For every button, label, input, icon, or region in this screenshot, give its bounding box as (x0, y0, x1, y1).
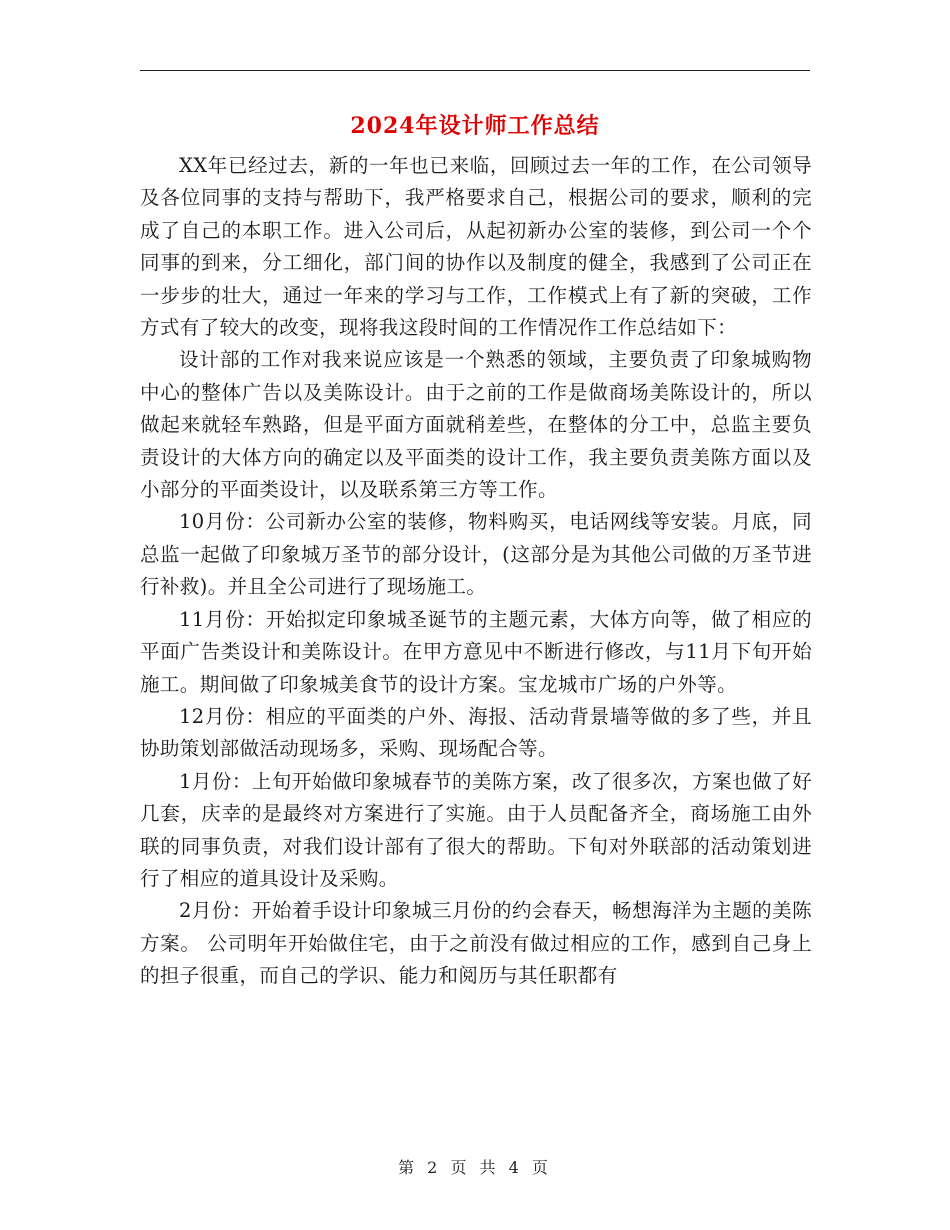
paragraph-december: 12月份：相应的平面类的户外、海报、活动背景墙等做的多了些，并且协助策划部做活动现场多，采购、现场配合等。 (140, 704, 812, 761)
document-body (140, 150, 812, 993)
paragraph-february: 2月份：开始着手设计印象城三月份的约会春天，畅想海洋为主题的美陈方案。 公司明年开始做住宅，由于之前没有做过相应的工作，感到自己身上的担子很重，而自己的学识、能力和阅历与其任职都有 (140, 899, 812, 988)
paragraph-january: 1月份：上旬开始做印象城春节的美陈方案，改了很多次，方案也做了好几套，庆幸的是最终对方案进行了实施。由于人员配备齐全，商场施工由外联的同事负责，对我们设计部有了很大的帮助。下旬对外联部的活动策划进行了相应的道具设计及采购。 (140, 769, 812, 890)
paragraph-intro: XX年已经过去，新的一年也已来临，回顾过去一年的工作，在公司领导及各位同事的支持与帮助下，我严格要求自己，根据公司的要求，顺利的完成了自己的本职工作。进入公司后，从起初新办公室的装修，到公司一个个同事的到来，分工细化，部门间的协作以及制度的健全，我感到了公司正在一步步的壮大，通过一年来的学习与工作，工作模式上有了新的突破，工作方式有了较大的改变，现将我这段时间的工作情况作工作总结如下： (140, 154, 812, 340)
page-number-footer: 第 2 页 共 4 页 (398, 1158, 552, 1177)
document-title: 2024年设计师工作总结 (350, 113, 600, 139)
paragraph-november: 11月份：开始拟定印象城圣诞节的主题元素，大体方向等，做了相应的平面广告类设计和美陈设计。在甲方意见中不断进行修改，与11月下旬开始施工。期间做了印象城美食节的设计方案。宝龙城市广场的户外等。 (140, 607, 812, 696)
paragraph-design-dept: 设计部的工作对我来说应该是一个熟悉的领域，主要负责了印象城购物中心的整体广告以及美陈设计。由于之前的工作是做商场美陈设计的，所以做起来就轻车熟路，但是平面方面就稍差些，在整体的分工中，总监主要负责设计的大体方向的确定以及平面类的设计工作，我主要负责美陈方面以及小部分的平面类设计，以及联系第三方等工作。 (140, 348, 812, 502)
header-rule (140, 70, 810, 71)
paragraph-october: 10月份：公司新办公室的装修，物料购买，电话网线等安装。月底，同总监一起做了印象城万圣节的部分设计，(这部分是为其他公司做的万圣节进行补救)。并且全公司进行了现场施工。 (140, 510, 812, 599)
